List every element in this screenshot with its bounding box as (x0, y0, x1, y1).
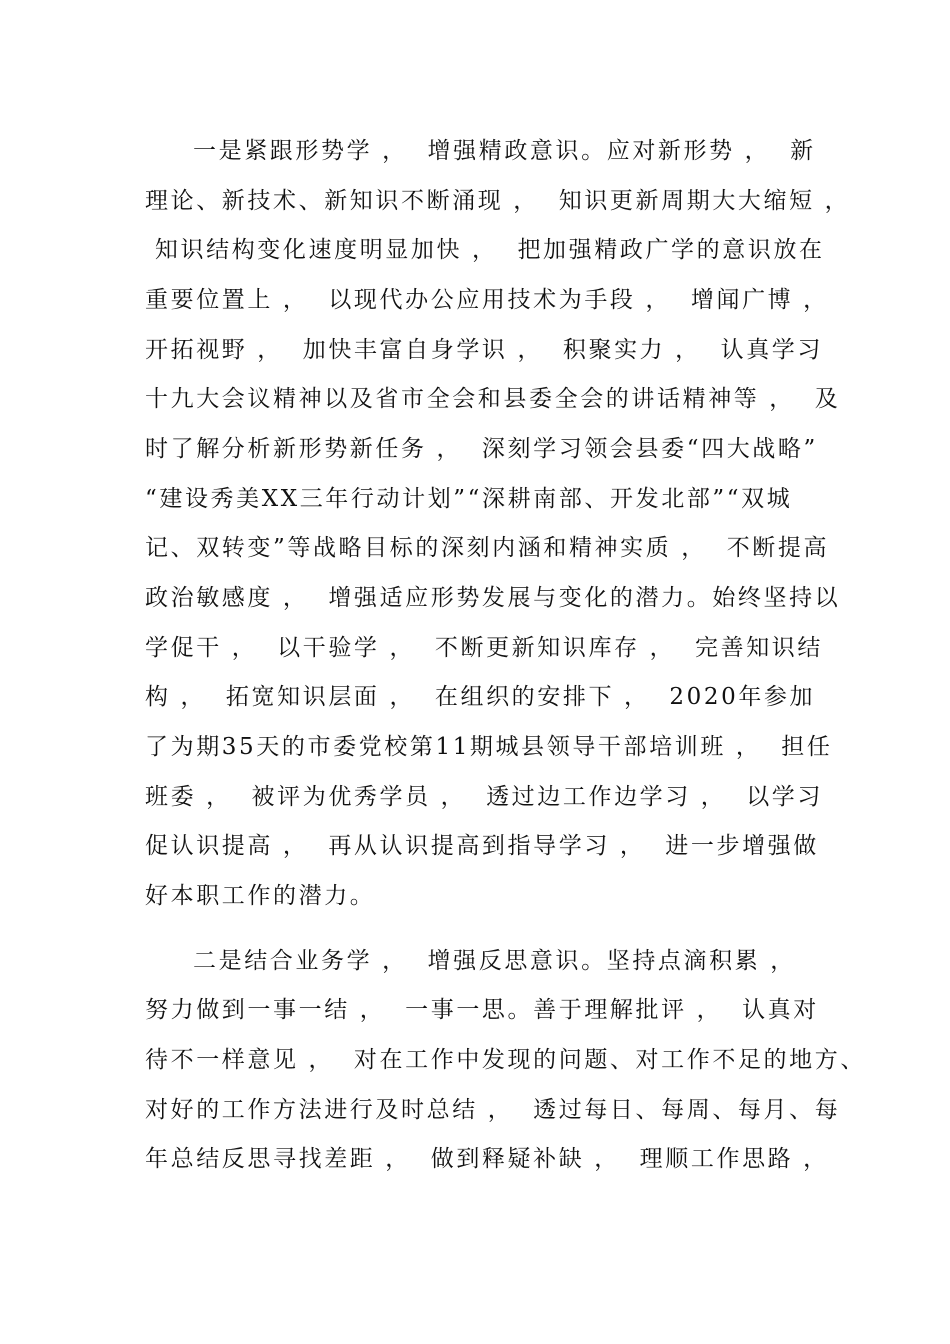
text-line: 理论、新技术、新知识不断涌现 ， 知识更新周期大大缩短 ， (145, 188, 851, 214)
text-line: 了为期35天的市委党校第11期城县领导干部培训班 ， 担任 (145, 734, 833, 760)
text-line: 促认识提高 ， 再从认识提高到指导学习 ， 进一步增强做 (145, 833, 819, 859)
text-line: 开拓视野 ， 加快丰富自身学识 ， 积聚实力 ， 认真学习 (145, 337, 823, 363)
text-line: 努力做到一事一结 ， 一事一思。善于理解批评 ， 认真对 (145, 997, 819, 1023)
text-line: 年总结反思寻找差距 ， 做到释疑补缺 ， 理顺工作思路 ， (145, 1146, 829, 1172)
text-line: 重要位置上 ， 以现代办公应用技术为手段 ， 增闻广博 ， (145, 287, 829, 313)
text-line: 构 ， 拓宽知识层面 ， 在组织的安排下 ， 2020年参加 (145, 684, 816, 710)
text-line: 二是结合业务学 ， 增强反思意识。坚持点滴积累 ， (193, 948, 796, 974)
text-line: 待不一样意见 ， 对在工作中发现的问题、对工作不足的地方、 (145, 1047, 866, 1073)
text-line: 班委 ， 被评为优秀学员 ， 透过边工作边学习 ， 以学习 (145, 784, 823, 810)
text-line: 记、双转变”等战略目标的深刻内涵和精神实质 ， 不断提高 (145, 535, 830, 561)
text-line: 好本职工作的潜力。 (145, 883, 376, 909)
text-line: 一是紧跟形势学 ， 增强精政意识。应对新形势 ， 新 (193, 138, 816, 164)
text-line: 十九大会议精神以及省市全会和县委全会的讲话精神等 ， 及 (145, 386, 841, 412)
text-line: 时了解分析新形势新任务 ， 深刻学习领会县委“四大战略” (145, 436, 818, 462)
text-line: “建设秀美XX三年行动计划”“深耕南部、开发北部”“双城 (145, 486, 793, 512)
text-line: 知识结构变化速度明显加快 ， 把加强精政广学的意识放在 (145, 237, 825, 263)
text-line: 对好的工作方法进行及时总结 ， 透过每日、每周、每月、每 (145, 1097, 841, 1123)
text-line: 政治敏感度 ， 增强适应形势发展与变化的潜力。始终坚持以 (145, 585, 841, 611)
text-line: 学促干 ， 以干验学 ， 不断更新知识库存 ， 完善知识结 (145, 635, 823, 661)
